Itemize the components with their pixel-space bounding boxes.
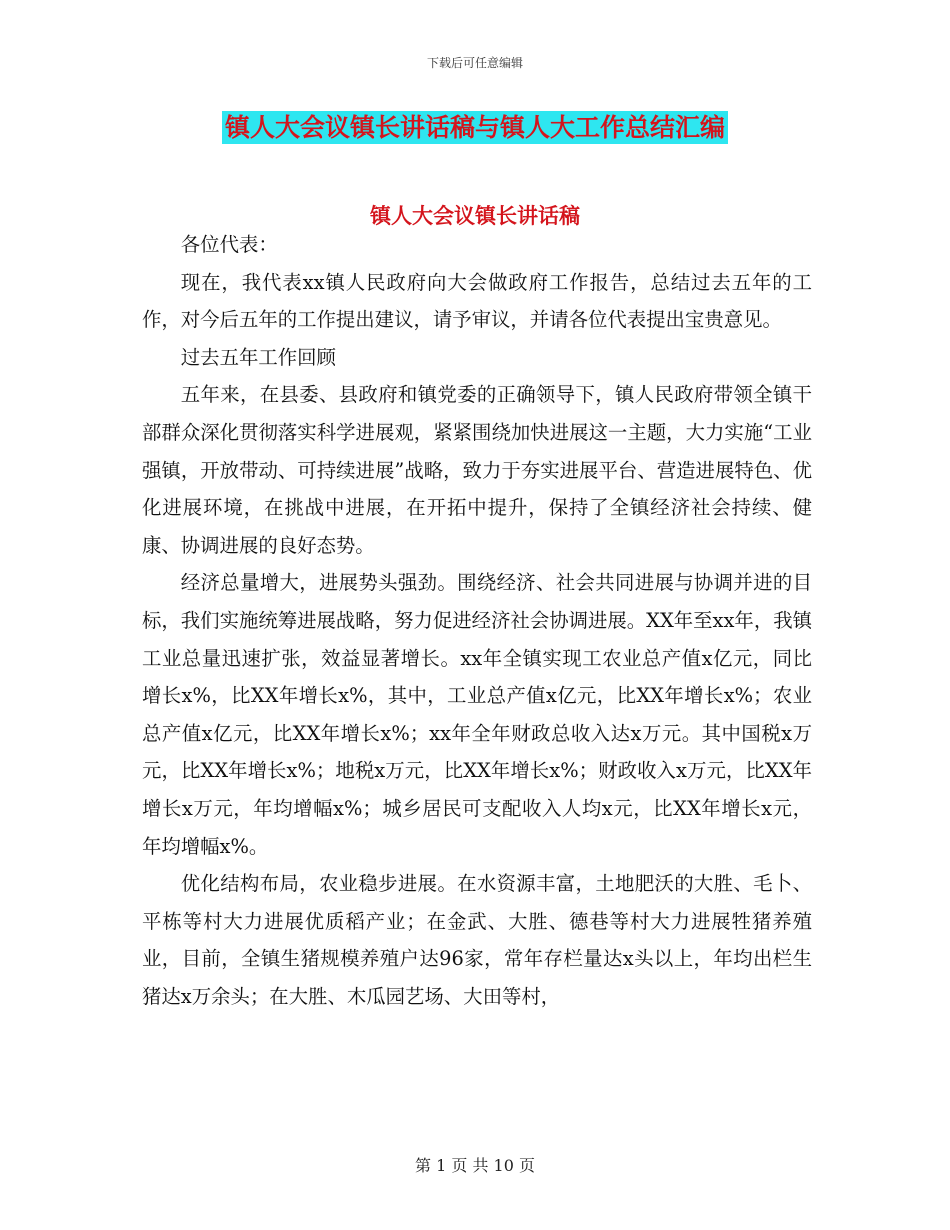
paragraph-salutation: 各位代表：	[180, 233, 278, 256]
paragraph-overview: 五年来，在县委、县政府和镇党委的正确领导下，镇人民政府带领全镇干部群众深化贯彻落实科学进展观，紧紧围绕加快进展这一主题，大力实施“工业强镇，开放带动、可持续进展”战略，致力于夯实进展平台、营造进展特色、优化进展环境，在挑战中进展，在开拓中提升，保持了全镇经济社会持续、健康、协调进展的良好态势。	[142, 383, 812, 557]
paragraph-review-heading: 过去五年工作回顾	[180, 345, 336, 369]
page-header-note: 下载后可任意编辑	[426, 56, 523, 70]
paragraph-agriculture: 优化结构布局，农业稳步进展。在水资源丰富，土地肥沃的大胜、毛卜、平栋等村大力进展优质稻产业；在金武、大胜、德巷等村大力进展牲猪养殖业，目前，全镇生猪规模养殖户达96家，常年存栏量达x头以上，年均出栏生猪达x万余头；在大胜、木瓜园艺场、大田等村，	[142, 872, 812, 1008]
document-main-title	[0, 112, 950, 144]
document-body	[142, 226, 812, 1015]
main-title-text: 镇人大会议镇长讲话稿与镇人大工作总结汇编	[222, 111, 728, 144]
page-number-footer: 第 1 页 共 10 页	[415, 1156, 535, 1175]
paragraph-economy: 经济总量增大，进展势头强劲。围绕经济、社会共同进展与协调并进的目标，我们实施统筹进展战略，努力促进经济社会协调进展。XX年至xx年，我镇工业总量迅速扩张，效益显著增长。xx年全镇实现工农业总产值x亿元，同比增长x%，比XX年增长x%，其中，工业总产值x亿元，比XX年增长x%；农业总产值x亿元，比XX年增长x%；xx年全年财政总收入达x万元。其中国税x万元，比XX年增长x%；地税x万元，比XX年增长x%；财政收入x万元，比XX年增长x万元，年均增幅x%；城乡居民可支配收入人均x元，比XX年增长x元，年均增幅x%。	[142, 571, 812, 858]
section-title: 镇人大会议镇长讲话稿	[370, 203, 580, 228]
paragraph-intro: 现在，我代表xx镇人民政府向大会做政府工作报告，总结过去五年的工作，对今后五年的工作提出建议，请予审议，并请各位代表提出宝贵意见。	[142, 270, 812, 332]
